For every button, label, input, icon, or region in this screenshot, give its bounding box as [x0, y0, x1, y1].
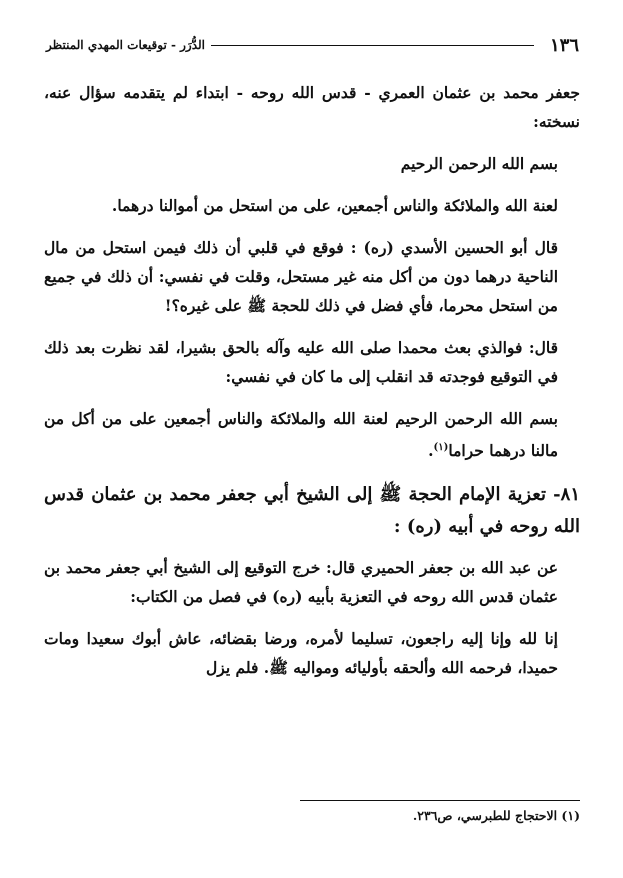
- footnote: (١) الاحتجاج للطبرسي، ص٢٣٦.: [412, 808, 580, 823]
- footnote-marker: (١): [433, 442, 449, 453]
- body-paragraph-text: بسم الله الرحمن الرحيم لعنة الله والملائكة والناس أجمعين على من أكل من مالنا درهما حراما: [44, 409, 558, 461]
- footnote-rule: [300, 800, 580, 801]
- page-body: [44, 78, 580, 695]
- body-paragraph: بسم الله الرحمن الرحيم: [400, 154, 558, 173]
- body-paragraph: قال أبو الحسين الأسدي (ره) : فوقع في قلبي أن ذلك فيمن استحل من مال الناحية درهما دون من أكل منه غير مستحل، وقلت في نفسي: أن ذلك في جميع من استحل محرما، فأي فضل في ذلك للحجة ﷺ على غيره؟!: [44, 238, 558, 315]
- body-paragraph: جعفر محمد بن عثمان العمري - قدس الله روحه - ابتداء لم يتقدمه سؤال عنه، نسخته:: [44, 83, 580, 131]
- page-header: [46, 34, 579, 56]
- page-number: ١٣٦: [549, 34, 579, 56]
- body-paragraph: قال: فوالذي بعث محمدا صلى الله عليه وآله بالحق بشيرا، لقد نظرت بعد ذلك في التوقيع فوجدته قد انقلب إلى ما كان في نفسي:: [44, 338, 558, 386]
- body-paragraph: عن عبد الله بن جعفر الحميري قال: خرج التوقيع إلى الشيخ أبي جعفر محمد بن عثمان قدس الله روحه في التعزية بأبيه (ره) في فصل من الكتاب:: [44, 558, 558, 607]
- running-title: الدُّرَر - توقيعات المهدي المنتظر: [46, 38, 205, 52]
- body-paragraph: لعنة الله والملائكة والناس أجمعين، على من استحل من أموالنا درهما.: [111, 196, 558, 215]
- section-heading: ٨١- تعزية الإمام الحجة ﷺ إلى الشيخ أبي جعفر محمد بن عثمان قدس الله روحه في أبيه (ره) :: [44, 484, 580, 538]
- body-paragraph-with-footnote: بسم الله الرحمن الرحيم لعنة الله والملائكة والناس أجمعين على من أكل من مالنا درهما حراما$^{(١)}$.: [44, 409, 558, 461]
- body-paragraph: إنا لله وإنا إليه راجعون، تسليما لأمره، ورضا بقضائه، عاش أبوك سعيدا ومات حميدا، فرحمه الله وألحقه بأوليائه ومواليه ﷺ. فلم يزل: [44, 629, 558, 678]
- header-rule: [211, 45, 534, 46]
